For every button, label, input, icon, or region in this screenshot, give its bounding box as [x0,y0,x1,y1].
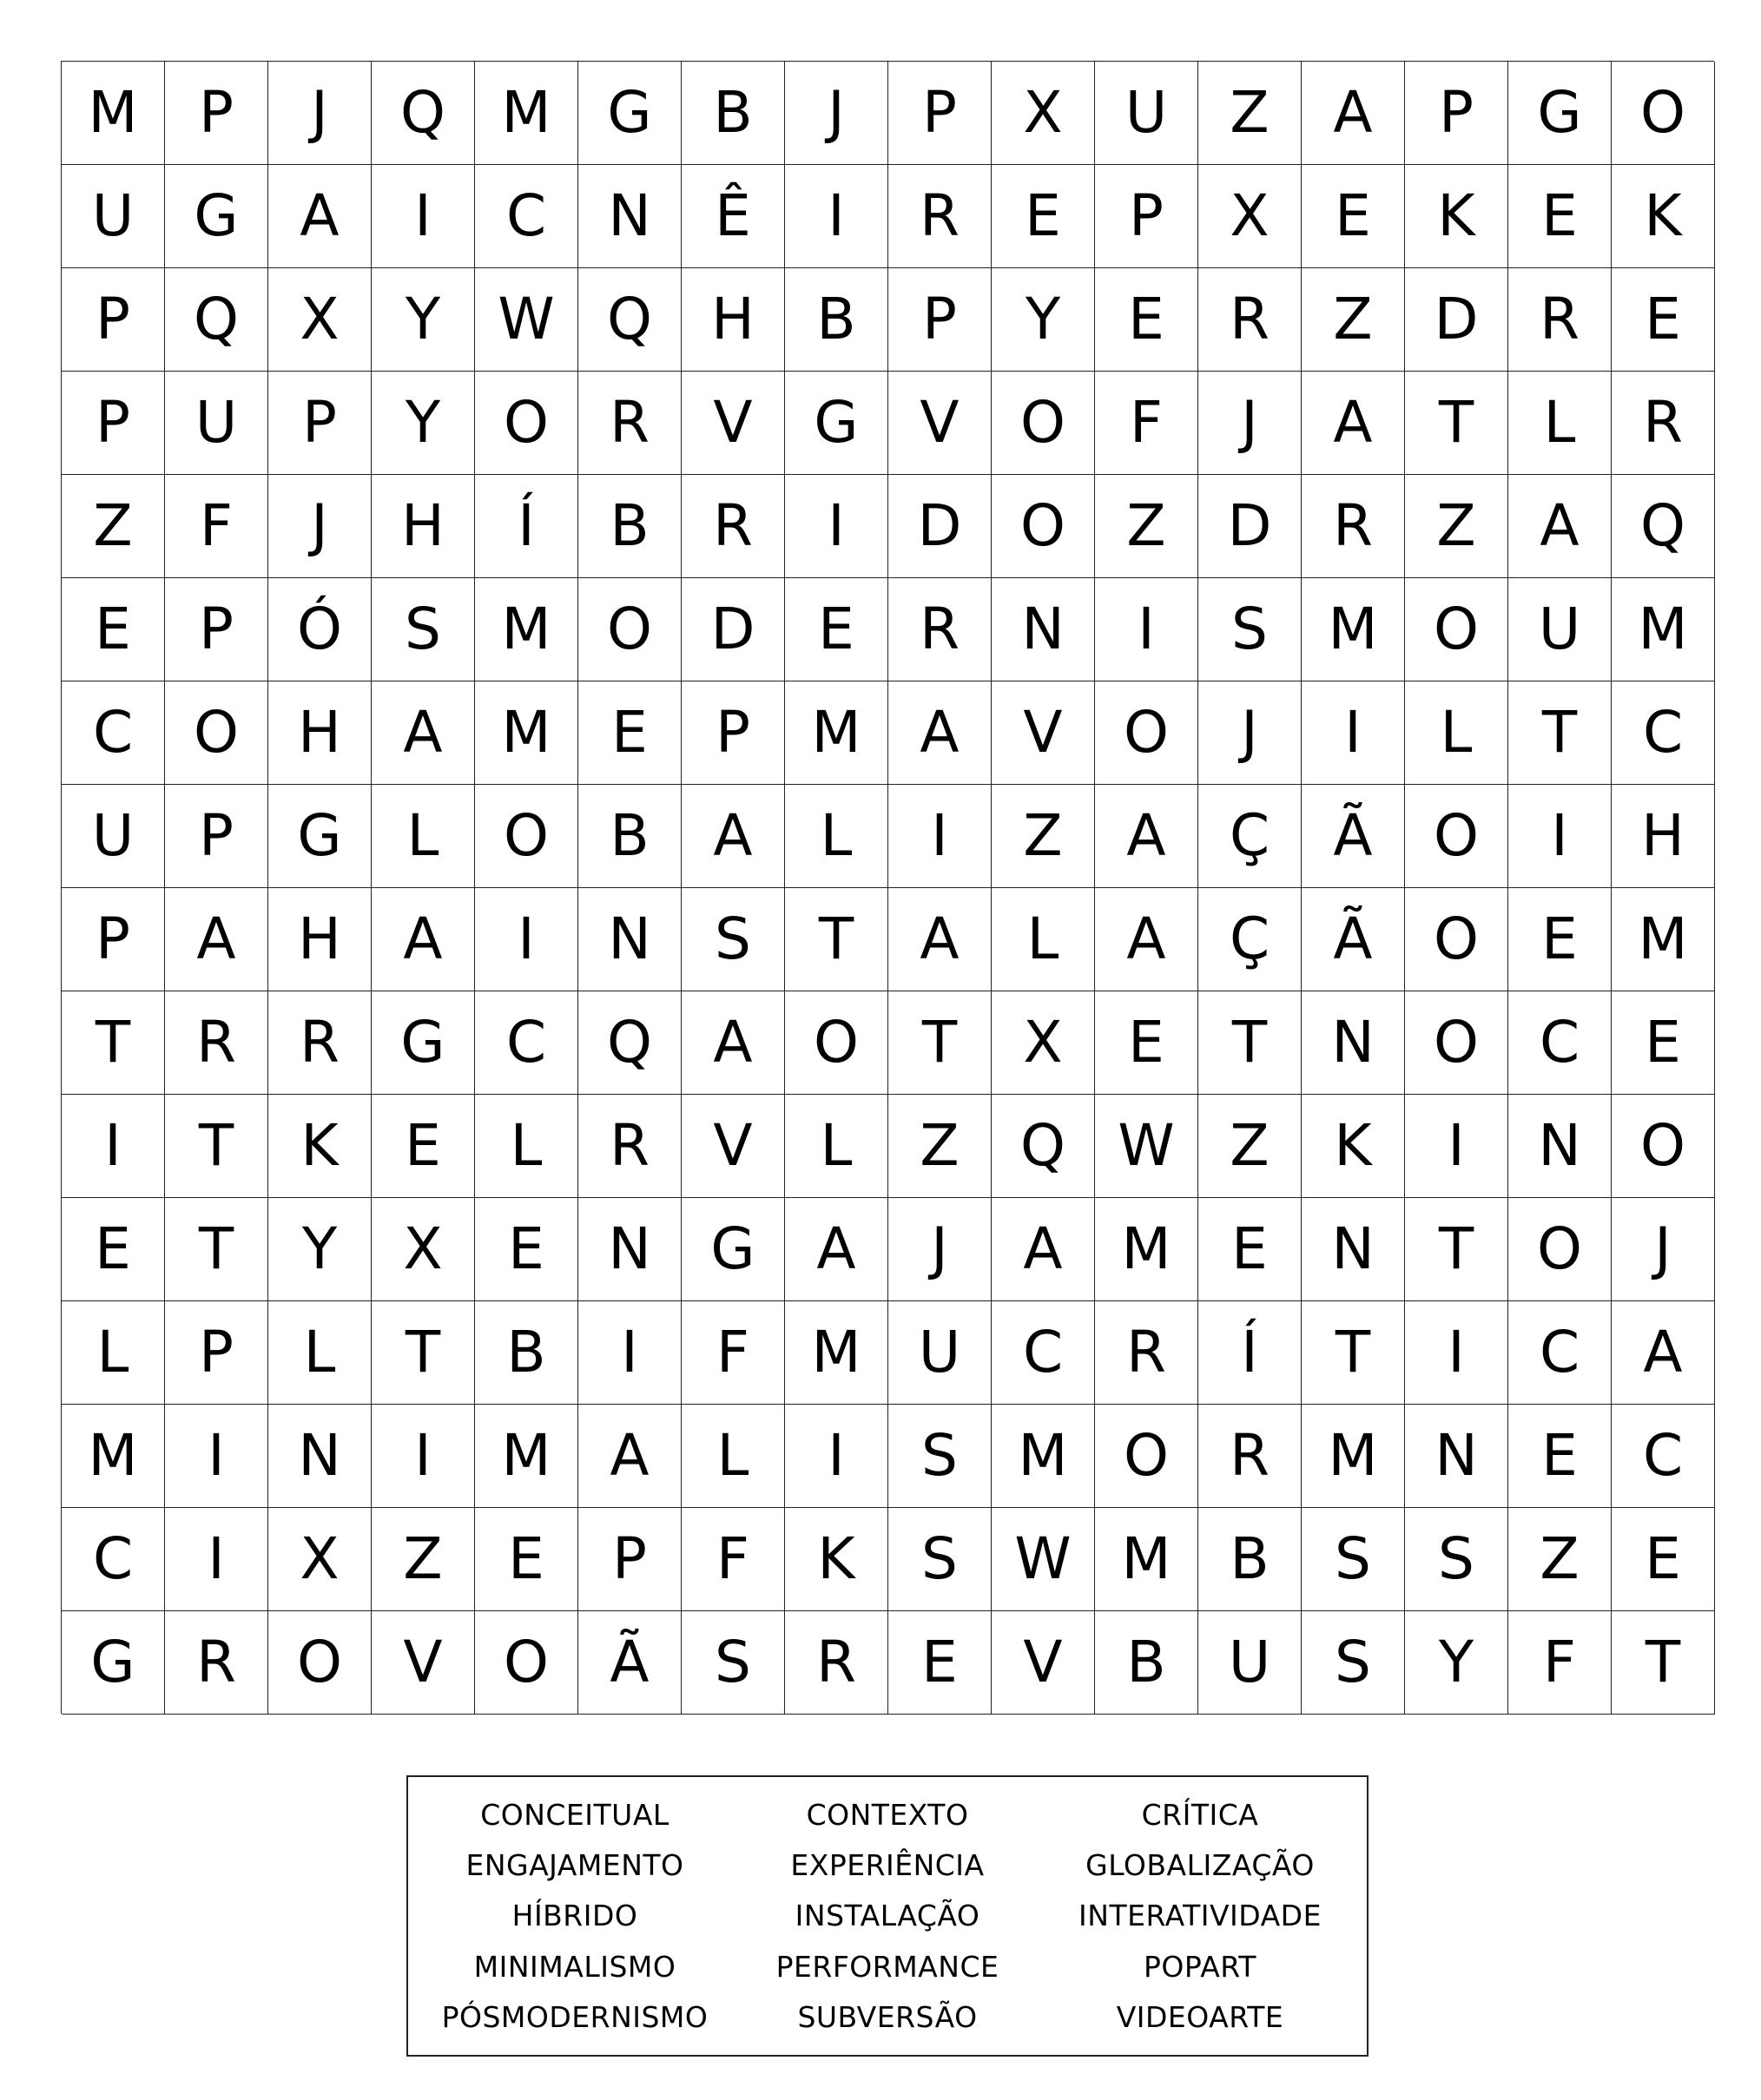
grid-cell[interactable]: G [1508,62,1612,165]
grid-cell[interactable]: Q [372,62,475,165]
grid-cell[interactable]: U [1095,62,1198,165]
grid-cell[interactable]: T [785,888,888,991]
grid-cell[interactable]: E [1095,268,1198,372]
grid-cell[interactable]: A [682,785,785,888]
grid-cell[interactable]: R [165,1611,268,1715]
grid-cell[interactable]: X [372,1198,475,1301]
grid-cell[interactable]: P [888,268,992,372]
grid-cell[interactable]: Q [165,268,268,372]
grid-cell[interactable]: T [165,1198,268,1301]
grid-cell[interactable]: M [785,681,888,785]
grid-cell[interactable]: R [578,1095,682,1198]
grid-cell[interactable]: I [1095,578,1198,681]
grid-cell[interactable]: Z [1198,1095,1302,1198]
grid-cell[interactable]: O [785,991,888,1095]
grid-cell[interactable]: C [475,991,578,1095]
grid-cell[interactable]: E [1508,1405,1612,1508]
word-bank [406,1775,1369,2057]
grid-cell[interactable]: O [1095,681,1198,785]
grid-cell[interactable]: E [1198,1198,1302,1301]
word-bank-item: GLOBALIZAÇÃO [1085,1848,1315,1883]
grid-cell[interactable]: X [992,62,1095,165]
grid-cell[interactable]: E [1612,268,1715,372]
grid-cell[interactable]: Ã [1302,888,1405,991]
word-bank-item: HÍBRIDO [511,1899,638,1933]
grid-cell[interactable]: Ã [578,1611,682,1715]
grid-cell[interactable]: N [268,1405,372,1508]
grid-cell[interactable]: T [1198,991,1302,1095]
grid-cell[interactable]: R [578,372,682,475]
grid-cell[interactable]: Z [62,475,165,578]
grid-cell[interactable]: O [1612,62,1715,165]
grid-cell[interactable]: J [1198,681,1302,785]
grid-cell[interactable]: T [1405,372,1508,475]
grid-cell[interactable]: H [682,268,785,372]
grid-cell[interactable]: Í [475,475,578,578]
grid-cell[interactable]: Ã [1302,785,1405,888]
grid-cell[interactable]: P [268,372,372,475]
grid-cell[interactable]: T [1612,1611,1715,1715]
grid-cell[interactable]: I [62,1095,165,1198]
grid-cell[interactable]: U [1198,1611,1302,1715]
grid-cell[interactable]: P [1405,62,1508,165]
grid-cell[interactable]: Q [578,991,682,1095]
grid-cell[interactable]: Z [372,1508,475,1611]
grid-cell[interactable]: J [1612,1198,1715,1301]
grid-cell[interactable]: G [268,785,372,888]
grid-cell[interactable]: I [785,475,888,578]
grid-cell[interactable]: L [682,1405,785,1508]
grid-cell[interactable]: P [62,372,165,475]
grid-cell[interactable]: E [1612,1508,1715,1611]
grid-cell[interactable]: P [1095,165,1198,268]
grid-cell[interactable]: I [475,888,578,991]
grid-cell[interactable]: N [1405,1405,1508,1508]
grid-cell[interactable]: Y [372,372,475,475]
grid-cell[interactable]: A [268,165,372,268]
grid-cell[interactable]: M [1302,578,1405,681]
grid-cell[interactable]: W [1095,1095,1198,1198]
grid-cell[interactable]: M [62,1405,165,1508]
grid-cell[interactable]: E [1302,165,1405,268]
grid-cell[interactable]: D [682,578,785,681]
grid-cell[interactable]: P [578,1508,682,1611]
grid-cell[interactable]: C [992,1301,1095,1405]
grid-cell[interactable]: E [578,681,682,785]
grid-cell[interactable]: Q [578,268,682,372]
grid-cell[interactable]: R [785,1611,888,1715]
grid-cell[interactable]: J [1198,372,1302,475]
grid-cell[interactable]: L [992,888,1095,991]
word-bank-item: INSTALAÇÃO [795,1899,980,1933]
grid-cell[interactable]: M [1302,1405,1405,1508]
grid-cell[interactable]: A [785,1198,888,1301]
grid-cell[interactable]: N [578,888,682,991]
word-bank-item: CONCEITUAL [480,1797,669,1832]
grid-cell[interactable]: S [1302,1508,1405,1611]
grid-cell[interactable]: R [1508,268,1612,372]
grid-cell[interactable]: I [785,1405,888,1508]
grid-cell[interactable]: F [1508,1611,1612,1715]
word-bank-item: CONTEXTO [806,1797,969,1832]
grid-cell[interactable]: N [578,1198,682,1301]
grid-cell[interactable]: C [475,165,578,268]
grid-cell[interactable]: P [62,888,165,991]
grid-cell[interactable]: I [372,165,475,268]
grid-cell[interactable]: V [992,1611,1095,1715]
grid-cell[interactable]: W [992,1508,1095,1611]
grid-cell[interactable]: A [1302,372,1405,475]
grid-cell[interactable]: R [1095,1301,1198,1405]
grid-cell[interactable]: A [888,888,992,991]
grid-cell[interactable]: S [1302,1611,1405,1715]
grid-cell[interactable]: D [1405,268,1508,372]
grid-cell[interactable]: O [1405,991,1508,1095]
grid-cell[interactable]: K [785,1508,888,1611]
grid-cell[interactable]: M [1612,578,1715,681]
word-bank-item: PÓSMODERNISMO [441,2000,709,2035]
grid-cell[interactable]: A [1302,62,1405,165]
grid-cell[interactable]: K [1405,165,1508,268]
grid-cell[interactable]: Z [992,785,1095,888]
grid-cell[interactable]: A [1612,1301,1715,1405]
grid-cell[interactable]: D [1198,475,1302,578]
grid-cell[interactable]: I [578,1301,682,1405]
grid-cell[interactable]: R [682,475,785,578]
word-bank-item: ENGAJAMENTO [465,1848,684,1883]
grid-cell[interactable]: P [682,681,785,785]
grid-cell[interactable]: F [682,1508,785,1611]
grid-cell[interactable]: J [888,1198,992,1301]
grid-cell[interactable]: N [992,578,1095,681]
grid-cell[interactable]: E [475,1198,578,1301]
grid-cell[interactable]: A [888,681,992,785]
grid-cell[interactable]: V [682,1095,785,1198]
grid-cell[interactable]: G [62,1611,165,1715]
grid-cell[interactable]: A [578,1405,682,1508]
grid-cell[interactable]: O [165,681,268,785]
grid-cell[interactable]: P [888,62,992,165]
grid-cell[interactable]: U [62,165,165,268]
grid-cell[interactable]: C [62,1508,165,1611]
grid-cell[interactable]: W [475,268,578,372]
grid-cell[interactable]: S [1198,578,1302,681]
grid-cell[interactable]: R [1198,1405,1302,1508]
grid-cell[interactable]: R [165,991,268,1095]
grid-cell[interactable]: E [1508,888,1612,991]
word-bank-item: INTERATIVIDADE [1078,1899,1322,1933]
grid-cell[interactable]: Y [372,268,475,372]
grid-cell[interactable]: M [475,681,578,785]
grid-cell[interactable]: T [62,991,165,1095]
grid-cell[interactable]: X [992,991,1095,1095]
grid-cell[interactable]: D [888,475,992,578]
grid-cell[interactable]: P [165,1301,268,1405]
word-bank-item: SUBVERSÃO [797,2000,978,2035]
grid-cell[interactable]: U [62,785,165,888]
grid-cell[interactable]: I [372,1405,475,1508]
grid-cell[interactable]: O [1405,785,1508,888]
grid-cell[interactable]: T [1302,1301,1405,1405]
grid-cell[interactable]: R [1302,475,1405,578]
grid-cell[interactable]: R [1612,372,1715,475]
grid-cell[interactable]: B [1095,1611,1198,1715]
grid-cell[interactable]: Í [1198,1301,1302,1405]
grid-cell[interactable]: J [785,62,888,165]
grid-cell[interactable]: E [372,1095,475,1198]
grid-cell[interactable]: B [578,785,682,888]
grid-cell[interactable]: F [165,475,268,578]
grid-cell[interactable]: J [268,62,372,165]
grid-cell[interactable]: L [1405,681,1508,785]
grid-cell[interactable]: H [268,681,372,785]
word-bank-item: PERFORMANCE [775,1949,999,1984]
grid-cell[interactable]: L [372,785,475,888]
grid-cell[interactable]: E [992,165,1095,268]
grid-cell[interactable]: Ó [268,578,372,681]
letter-grid [61,61,1714,1714]
grid-cell[interactable]: O [1612,1095,1715,1198]
grid-cell[interactable]: V [372,1611,475,1715]
grid-cell[interactable]: L [785,785,888,888]
grid-cell[interactable]: Y [1405,1611,1508,1715]
grid-cell[interactable]: U [888,1301,992,1405]
grid-cell[interactable]: L [475,1095,578,1198]
grid-cell[interactable]: A [165,888,268,991]
grid-cell[interactable]: S [682,888,785,991]
grid-cell[interactable]: Q [992,1095,1095,1198]
grid-cell[interactable]: K [1612,165,1715,268]
word-bank-item: EXPERIÊNCIA [790,1848,985,1883]
grid-cell[interactable]: A [682,991,785,1095]
grid-cell[interactable]: H [372,475,475,578]
grid-cell[interactable]: Z [1508,1508,1612,1611]
grid-cell[interactable]: B [682,62,785,165]
grid-cell[interactable]: O [475,372,578,475]
grid-cell[interactable]: C [1508,1301,1612,1405]
grid-cell[interactable]: P [165,62,268,165]
grid-cell[interactable]: R [1198,268,1302,372]
grid-cell[interactable]: A [1095,785,1198,888]
grid-cell[interactable]: V [992,681,1095,785]
grid-cell[interactable]: B [578,475,682,578]
word-bank-item: CRÍTICA [1141,1797,1259,1832]
grid-cell[interactable]: K [1302,1095,1405,1198]
grid-cell[interactable]: Ç [1198,888,1302,991]
grid-cell[interactable]: F [682,1301,785,1405]
grid-cell[interactable]: E [475,1508,578,1611]
grid-cell[interactable]: Ê [682,165,785,268]
grid-cell[interactable]: G [372,991,475,1095]
grid-cell[interactable]: C [1612,1405,1715,1508]
grid-cell[interactable]: Ç [1198,785,1302,888]
grid-cell[interactable]: M [475,62,578,165]
grid-cell[interactable]: Y [268,1198,372,1301]
grid-cell[interactable]: K [268,1095,372,1198]
grid-cell[interactable]: Z [888,1095,992,1198]
word-bank-item: VIDEOARTE [1116,2000,1284,2035]
grid-cell[interactable]: S [888,1405,992,1508]
grid-cell[interactable]: Z [1095,475,1198,578]
grid-cell[interactable]: X [1198,165,1302,268]
grid-cell[interactable]: S [888,1508,992,1611]
grid-cell[interactable]: N [578,165,682,268]
grid-cell[interactable]: E [785,578,888,681]
grid-cell[interactable]: N [1508,1095,1612,1198]
grid-cell[interactable]: T [372,1301,475,1405]
grid-cell[interactable]: M [62,62,165,165]
grid-cell[interactable]: G [785,372,888,475]
grid-cell[interactable]: R [268,991,372,1095]
grid-cell[interactable]: M [785,1301,888,1405]
grid-cell[interactable]: O [1095,1405,1198,1508]
grid-cell[interactable]: Q [1612,475,1715,578]
grid-cell[interactable]: O [1508,1198,1612,1301]
grid-cell[interactable]: Z [1198,62,1302,165]
grid-cell[interactable]: T [165,1095,268,1198]
grid-cell[interactable]: A [372,681,475,785]
grid-cell[interactable]: E [1612,991,1715,1095]
grid-cell[interactable]: L [62,1301,165,1405]
grid-cell[interactable]: O [475,785,578,888]
grid-cell[interactable]: M [992,1405,1095,1508]
grid-cell[interactable]: G [682,1198,785,1301]
grid-cell[interactable]: G [578,62,682,165]
grid-cell[interactable]: Z [1405,475,1508,578]
grid-cell[interactable]: E [888,1611,992,1715]
grid-cell[interactable]: J [268,475,372,578]
grid-cell[interactable]: Z [1302,268,1405,372]
grid-cell[interactable]: I [165,1405,268,1508]
grid-cell[interactable]: M [475,1405,578,1508]
grid-cell[interactable]: O [475,1611,578,1715]
grid-cell[interactable]: B [1198,1508,1302,1611]
grid-cell[interactable]: B [785,268,888,372]
grid-cell[interactable]: E [1508,165,1612,268]
grid-cell[interactable]: I [785,165,888,268]
grid-cell[interactable]: M [475,578,578,681]
grid-cell[interactable]: O [1405,888,1508,991]
grid-cell[interactable]: H [1612,785,1715,888]
grid-cell[interactable]: S [1405,1508,1508,1611]
grid-cell[interactable]: O [578,578,682,681]
grid-cell[interactable]: R [888,578,992,681]
grid-cell[interactable]: U [165,372,268,475]
grid-cell[interactable]: E [62,1198,165,1301]
grid-cell[interactable]: T [1405,1198,1508,1301]
grid-cell[interactable]: L [785,1095,888,1198]
grid-cell[interactable]: A [1508,475,1612,578]
grid-cell[interactable]: I [888,785,992,888]
grid-cell[interactable]: N [1302,1198,1405,1301]
grid-cell[interactable]: A [1095,888,1198,991]
grid-cell[interactable]: O [992,372,1095,475]
grid-cell[interactable]: X [268,268,372,372]
grid-cell[interactable]: R [888,165,992,268]
grid-cell[interactable]: I [1302,681,1405,785]
grid-cell[interactable]: N [1302,991,1405,1095]
grid-cell[interactable]: I [1405,1095,1508,1198]
grid-cell[interactable]: H [268,888,372,991]
grid-cell[interactable]: V [682,372,785,475]
grid-cell[interactable]: S [372,578,475,681]
grid-cell[interactable]: A [992,1198,1095,1301]
grid-cell[interactable]: X [268,1508,372,1611]
grid-cell[interactable]: P [165,578,268,681]
word-bank-item: MINIMALISMO [473,1949,676,1984]
grid-cell[interactable]: O [268,1611,372,1715]
grid-cell[interactable]: B [475,1301,578,1405]
grid-cell[interactable]: M [1095,1198,1198,1301]
grid-cell[interactable]: P [165,785,268,888]
grid-cell[interactable]: U [1508,578,1612,681]
grid-cell[interactable]: C [62,681,165,785]
grid-cell[interactable]: A [372,888,475,991]
grid-cell[interactable]: E [62,578,165,681]
grid-cell[interactable]: I [165,1508,268,1611]
grid-cell[interactable]: O [992,475,1095,578]
grid-cell[interactable]: L [1508,372,1612,475]
grid-cell[interactable]: F [1095,372,1198,475]
grid-cell[interactable]: Y [992,268,1095,372]
grid-cell[interactable]: E [1095,991,1198,1095]
grid-cell[interactable]: T [1508,681,1612,785]
grid-cell[interactable]: V [888,372,992,475]
grid-cell[interactable]: O [1405,578,1508,681]
grid-cell[interactable]: G [165,165,268,268]
grid-cell[interactable]: M [1612,888,1715,991]
grid-cell[interactable]: I [1508,785,1612,888]
grid-cell[interactable]: I [1405,1301,1508,1405]
grid-cell[interactable]: C [1508,991,1612,1095]
grid-cell[interactable]: T [888,991,992,1095]
grid-cell[interactable]: C [1612,681,1715,785]
grid-cell[interactable]: S [682,1611,785,1715]
word-bank-item: POPART [1144,1949,1256,1984]
grid-cell[interactable]: P [62,268,165,372]
grid-cell[interactable]: L [268,1301,372,1405]
grid-cell[interactable]: M [1095,1508,1198,1611]
